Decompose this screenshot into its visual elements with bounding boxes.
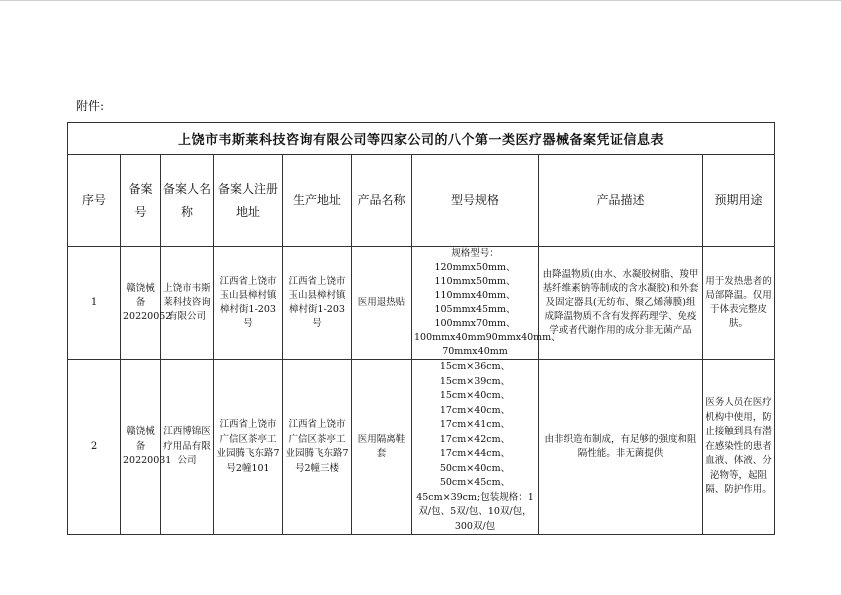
header-prod-address: 生产地址 (283, 155, 352, 247)
description-cell: 由降温物质(由水、水凝胶树脂、羧甲基纤维素钠等制成的含水凝胶)和外套及固定器具(无纺布、聚乙烯薄膜)组成降温物质不含有发挥药理学、免疫学或者代谢作用的成分非无菌产品 (539, 247, 703, 360)
prod-address-cell: 江西省上饶市玉山县樟村镇樟村街1-203号 (283, 247, 352, 360)
reg-address-cell: 江西省上饶市广信区茶亭工业园腾飞东路7号2幢101 (214, 360, 283, 535)
header-spec: 型号规格 (412, 155, 539, 247)
attachment-label: 附件: (76, 99, 105, 113)
description-cell: 由非织造布制成，有足够的强度和阻隔性能。非无菌提供 (539, 360, 703, 535)
spec-cell: 15cm×36cm、15cm×39cm、15cm×40cm、17cm×40cm、17cm×41cm、17cm×42cm、17cm×44cm、50cm×40cm、50cm×45cm、45cm×39cm;包装规格：1双/包、5双/包、10双/包，300双/包 (412, 360, 539, 535)
table-row (68, 247, 775, 360)
reg-address-cell: 江西省上饶市玉山县樟村镇樟村街1-203号 (214, 247, 283, 360)
header-index: 序号 (68, 155, 121, 247)
table-title: 上饶市韦斯莱科技咨询有限公司等四家公司的八个第一类医疗器械备案凭证信息表 (68, 123, 775, 155)
header-description: 产品描述 (539, 155, 703, 247)
spec-cell: 规格型号：120mmx50mm、110mmx50mm、110mmx40mm、105mmx45mm、100mmx70mm、100mmx40mm90mmx40mm、70mmx40mm (412, 247, 539, 360)
use-cell: 用于发热患者的局部降温。仅用于体表完整皮肤。 (703, 247, 775, 360)
record-table (67, 122, 775, 535)
row-index: 2 (68, 360, 121, 535)
product-cell: 医用隔离鞋套 (352, 360, 412, 535)
header-applicant: 备案人名称 (161, 155, 214, 247)
header-use: 预期用途 (703, 155, 775, 247)
table-row (68, 360, 775, 535)
use-cell: 医务人员在医疗机构中使用，防止接触到具有潜在感染性的患者血液、体液、分泌物等，起阻隔、防护作用。 (703, 360, 775, 535)
record-no-cell: 赣饶械备20220052 (121, 247, 161, 360)
header-product: 产品名称 (352, 155, 412, 247)
applicant-cell: 江西博锦医疗用品有限公司 (161, 360, 214, 535)
prod-address-cell: 江西省上饶市广信区茶亭工业园腾飞东路7号2幢三楼 (283, 360, 352, 535)
row-index: 1 (68, 247, 121, 360)
product-cell: 医用退热贴 (352, 247, 412, 360)
header-record-no: 备案号 (121, 155, 161, 247)
header-reg-address: 备案人注册地址 (214, 155, 283, 247)
table-header-row (68, 155, 775, 247)
applicant-cell: 上饶市韦斯莱科技咨询有限公司 (161, 247, 214, 360)
record-no-cell: 赣饶械备20220031 (121, 360, 161, 535)
top-divider (0, 0, 841, 1)
